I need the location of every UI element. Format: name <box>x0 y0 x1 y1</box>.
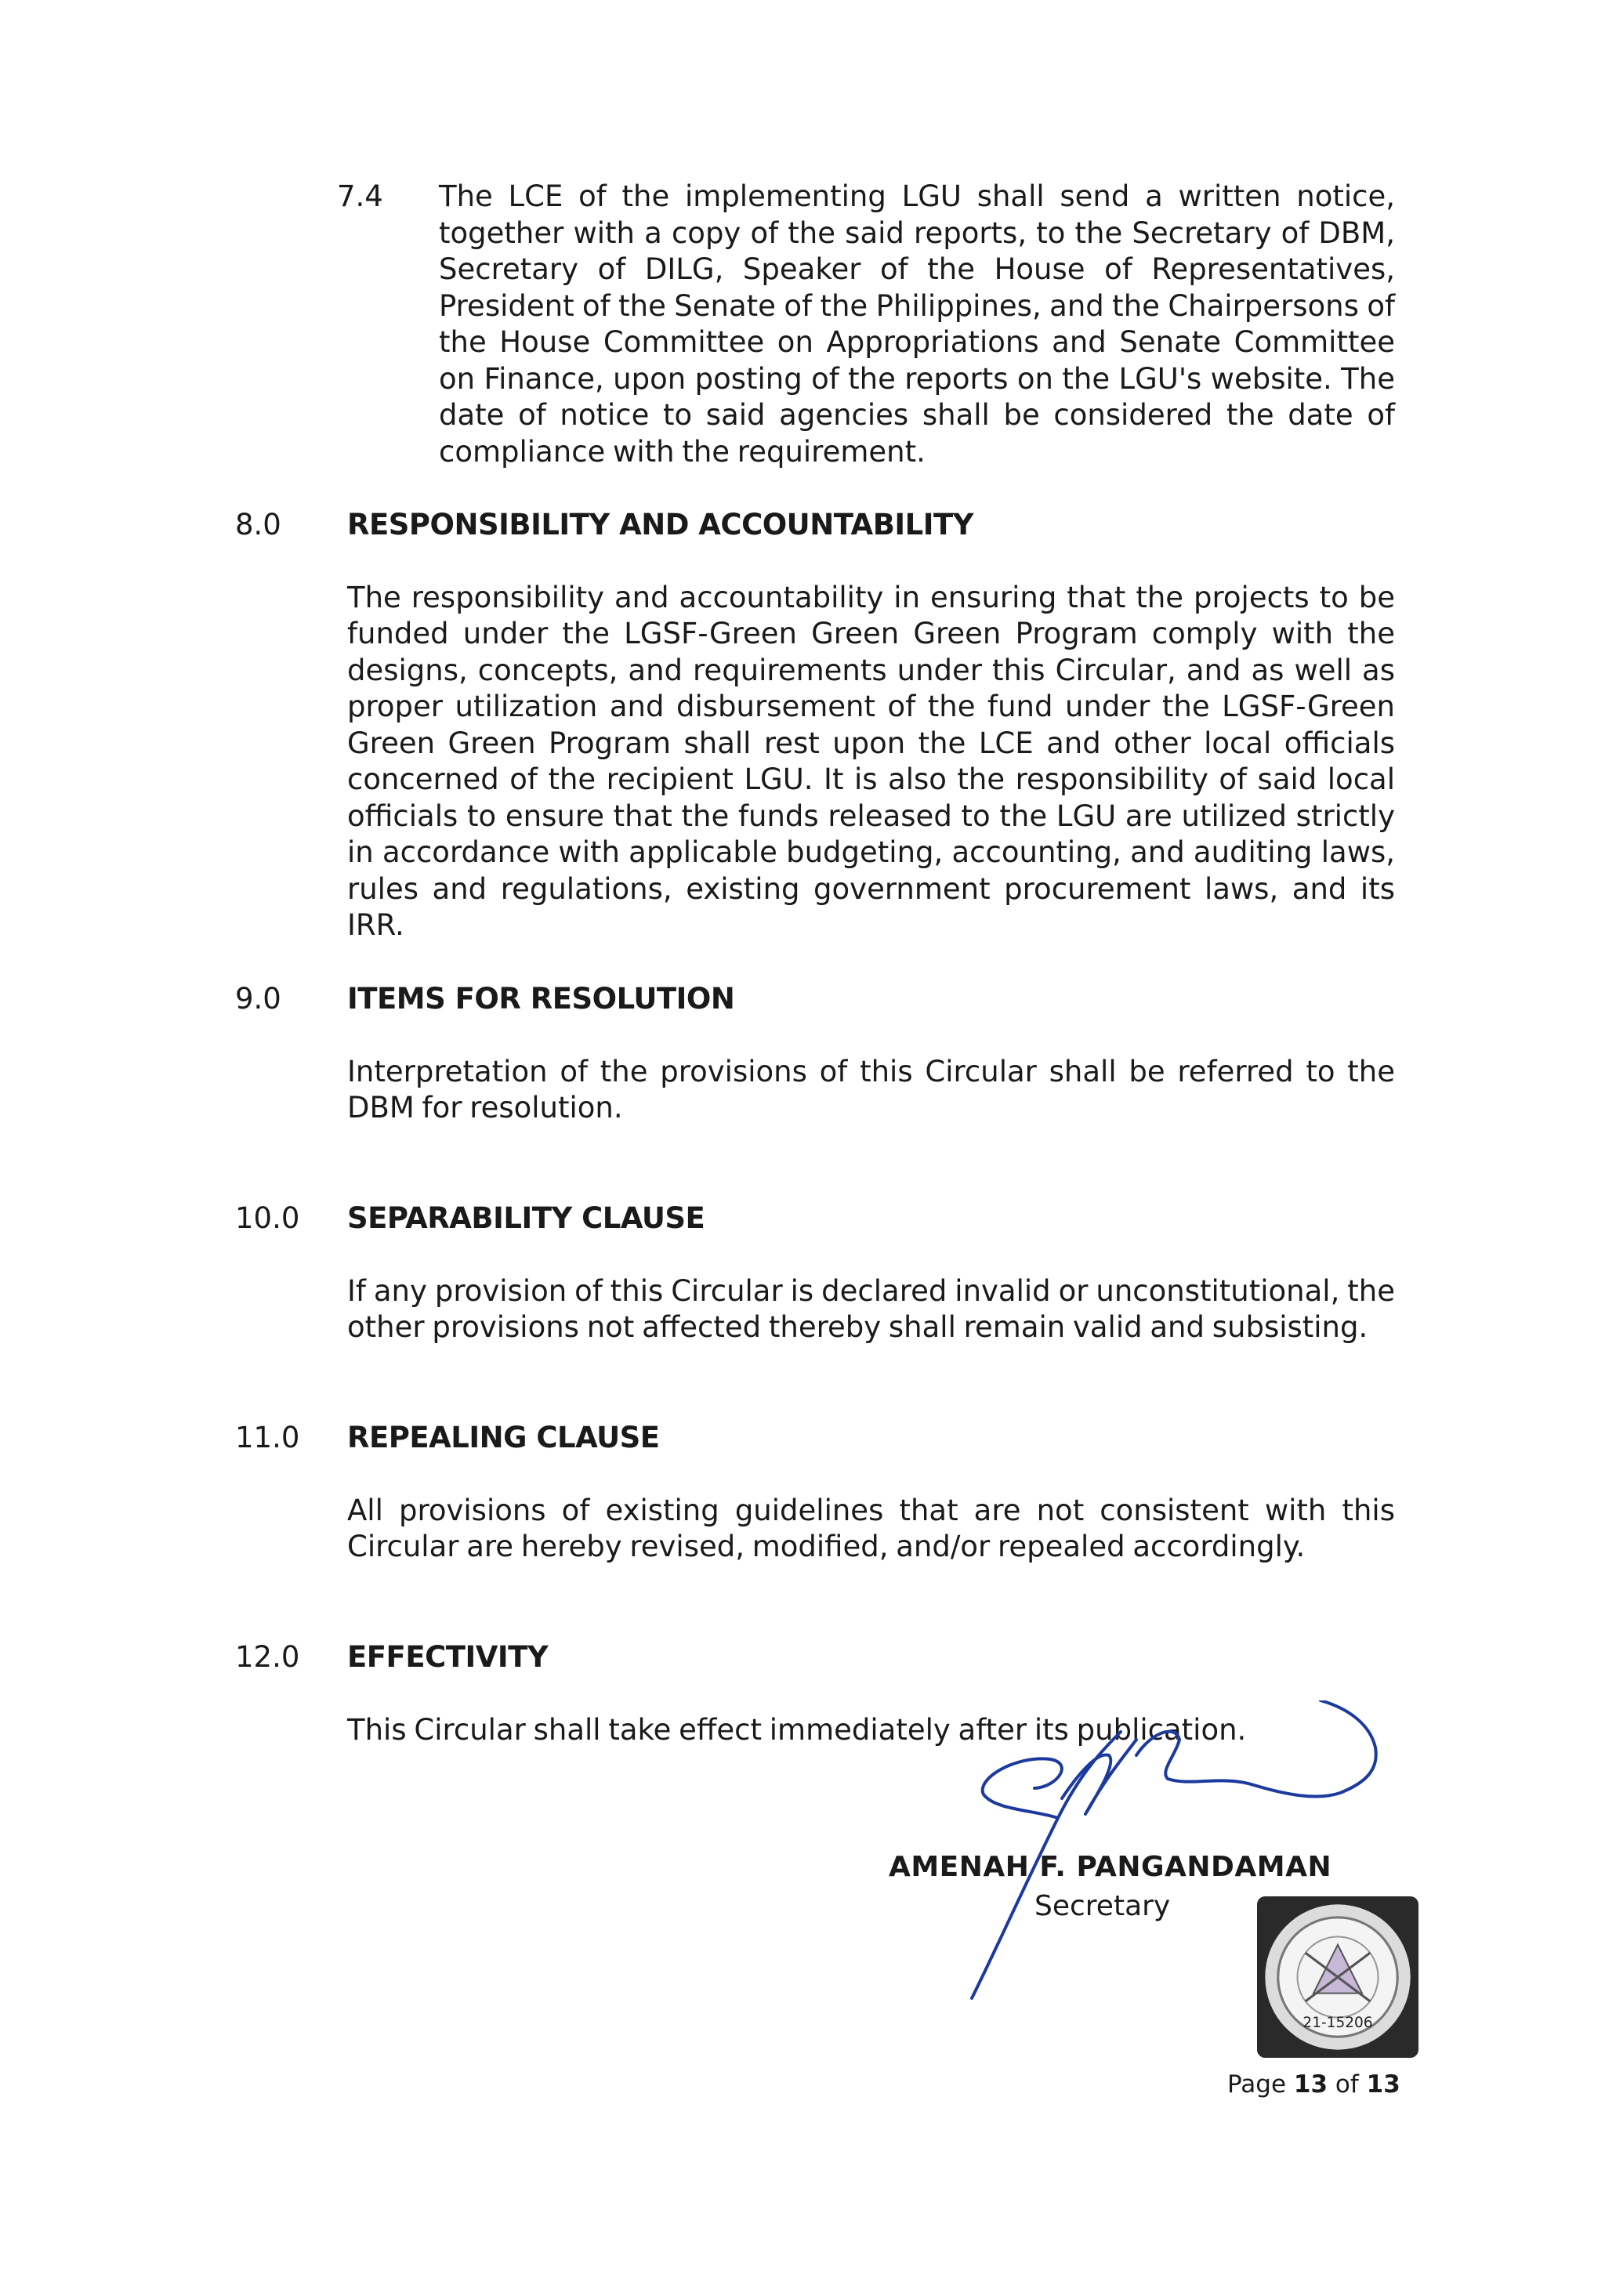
page-separator: of <box>1335 2070 1359 2099</box>
dry-seal-stamp <box>1257 1896 1418 2058</box>
section-number: 7.4 <box>337 179 383 213</box>
section-paragraph: The responsibility and accountability in ensuring that the projects to be funded under the LGSF-Green Green Green Program comply with the designs, concepts, and requirements under this Circular, and as well as proper utilization and disbursement of the fund under the LGSF-Green Green Green Program shall rest upon the LCE and other local officials concerned of the recipient LGU. It is also the responsibility of said local officials to ensure that the funds released to the LGU are utilized strictly in accordance with applicable budgeting, accounting, and auditing laws, rules and regulations, existing government procurement laws, and its IRR. <box>347 580 1395 942</box>
section-paragraph: If any provision of this Circular is declared invalid or unconstitutional, the other provisions not affected thereby shall remain valid and subsisting. <box>347 1273 1395 1344</box>
section-11 <box>235 1420 1395 1566</box>
page-total: 13 <box>1366 2070 1400 2099</box>
section-number: 11.0 <box>235 1421 300 1454</box>
signatory-title: Secretary <box>1034 1890 1171 1922</box>
page-footer <box>1227 2070 1400 2099</box>
section-heading: RESPONSIBILITY AND ACCOUNTABILITY <box>347 508 974 541</box>
section-paragraph: Interpretation of the provisions of this Circular shall be referred to the DBM for resolution. <box>347 1054 1395 1124</box>
section-8 <box>235 507 1395 944</box>
section-number: 12.0 <box>235 1640 300 1674</box>
section-heading: REPEALING CLAUSE <box>347 1421 660 1454</box>
section-9 <box>235 981 1395 1127</box>
section-number: 9.0 <box>235 982 281 1016</box>
section-paragraph: All provisions of existing guidelines that are not consistent with this Circular are hereby revised, modified, and/or repealed accordingly. <box>347 1493 1395 1563</box>
page-label: Page <box>1227 2070 1287 2099</box>
section-paragraph: The LCE of the implementing LGU shall send a written notice, together with a copy of the said reports, to the Secretary of DBM, Secretary of DILG, Speaker of the House of Representatives, President of the Senate of the Philippines, and the Chairpersons of the House Committee on Appropriations and Senate Committee on Finance, upon posting of the reports on the LGU's website. The date of notice to said agencies shall be considered the date of compliance with the requirement. <box>439 179 1395 469</box>
section-heading: EFFECTIVITY <box>347 1640 549 1674</box>
section-7-4 <box>337 179 1395 470</box>
signatory-name: AMENAH F. PANGANDAMAN <box>889 1851 1332 1883</box>
section-number: 10.0 <box>235 1201 300 1235</box>
section-number: 8.0 <box>235 508 281 541</box>
section-heading: SEPARABILITY CLAUSE <box>347 1201 705 1235</box>
seal-serial: 21-15206 <box>1302 2014 1373 2031</box>
page-current: 13 <box>1293 2070 1328 2099</box>
section-10 <box>235 1201 1395 1346</box>
section-paragraph: This Circular shall take effect immediately after its publication. <box>347 1712 1247 1747</box>
section-heading: ITEMS FOR RESOLUTION <box>347 982 735 1016</box>
